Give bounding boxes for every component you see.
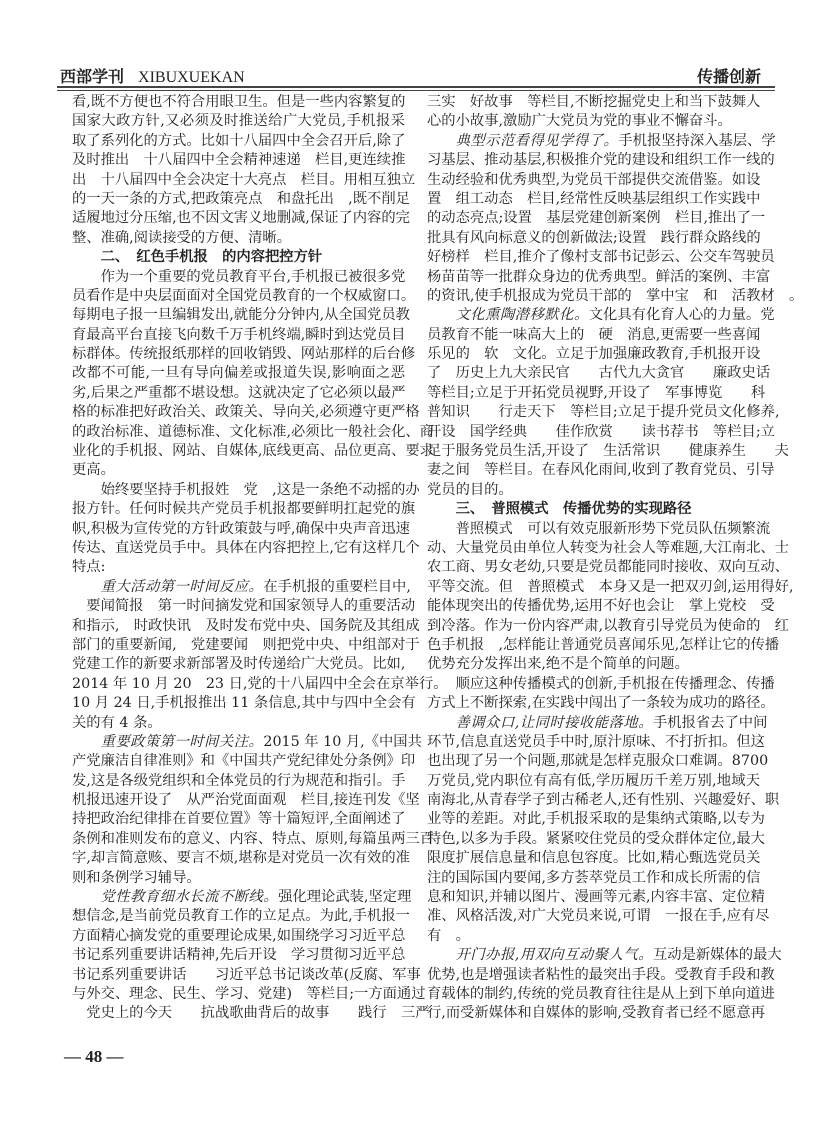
text-line: 党建工作的新要求新部署及时传递给广大党员。比如, xyxy=(72,656,406,673)
text-line: 乐见的 软 文化。立足于加强廉政教育,手机报开设 xyxy=(427,346,761,363)
text-line: 国家大政方针,又必须及时推送给广大党员,手机报采 xyxy=(72,113,405,130)
text-line: 三实 好故事 等栏目,不断挖掘党史上和当下鼓舞人 xyxy=(427,94,761,110)
journal-name-cn: 西部学刊 xyxy=(60,67,125,86)
paragraph xyxy=(427,946,782,1024)
text-line: 限度扩展信息量和信息包容度。比如,精心甄选党员关 xyxy=(427,850,761,867)
text-line: 育最高平台直接飞向数千万手机终端,瞬时到达党员目 xyxy=(72,326,406,343)
text-line: 的动态亮点;设置 基层党建创新案例 栏目,推出了一 xyxy=(427,210,766,227)
text-line: 色手机报 ,怎样能让普通党员喜闻乐见,怎样让它的传播 xyxy=(427,636,780,653)
text-line: 10 月 24 日,手机报推出 11 条信息,其中与四中全会有 xyxy=(72,695,416,712)
text-line: 字,却言简意赅、要言不烦,堪称是对党员一次有效的准 xyxy=(72,850,410,867)
text-line: 普照模式 可以有效克服新形势下党员队伍频繁流 xyxy=(455,520,771,537)
paragraph xyxy=(427,306,789,500)
text-line: 南海北,从青春学子到古稀老人,还有性别、兴趣爱好、职 xyxy=(427,792,780,809)
paragraph xyxy=(427,714,780,947)
text-line: 员看作是中央层面面对全国党员教育的一个权威窗口。 xyxy=(72,287,416,304)
text-line: 开设 国学经典 佳作欣赏 读书荐书 等栏目;立 xyxy=(427,423,775,440)
text-line: 等栏目;立足于开拓党员视野,开设了 军事博览 科 xyxy=(427,384,766,401)
text-line: 注的国际国内要闻,多方荟萃党员工作和成长所需的信 xyxy=(427,869,761,886)
text-line: 和指示, 时政快讯 及时发布党中央、国务院及其组成 xyxy=(72,617,420,634)
paragraph-lead-in: 善调众口,让同时接收能落地。 xyxy=(455,714,653,731)
text-line: 业等的差距。对此,手机报采取的是集纳式策略,以专为 xyxy=(427,811,765,828)
text-line xyxy=(72,578,411,597)
section-title: 传播创新 xyxy=(696,67,761,86)
text-line: 持把政治纪律排在首要位置》等十篇短评,全面阐述了 xyxy=(72,811,406,828)
text-line: 要闻简报 第一时间摘发党和国家领导人的重要活动 xyxy=(72,598,416,615)
text-line: 整、准确,阅读接受的方便、清晰。 xyxy=(72,229,291,246)
text-line: 顺应这种传播模式的创新,手机报在传播理念、传播 xyxy=(455,675,775,692)
page-number: — 48 — xyxy=(64,1047,124,1066)
text-line: 更高。 xyxy=(72,462,115,479)
paragraph-lead-in: 重要政策第一时间关注。 xyxy=(100,733,264,750)
paragraph-lead-in: 党性教育细水长流不断线。 xyxy=(100,889,279,906)
paragraph xyxy=(427,132,804,307)
line-text: 2015 年 10 月,《中国共 xyxy=(263,733,422,750)
line-text: 强化理论武装,坚定理 xyxy=(278,889,412,906)
text-line: 适履地过分压缩,也不因文害义地删减,保证了内容的完 xyxy=(72,210,410,227)
text-line: 产党廉洁自律准则》和《中国共产党纪律处分条例》印 xyxy=(72,753,416,770)
text-line: 看,既不方便也不符合用眼卫生。但是一些内容繁复的 xyxy=(72,94,406,110)
paragraph xyxy=(427,675,775,714)
text-line: 能体现突出的传播优势,运用不好也会让 掌上党校 受 xyxy=(427,598,775,615)
header-rule-thin xyxy=(57,90,775,91)
paragraph-lead-in: 文化熏陶潜移默化。 xyxy=(455,307,589,324)
text-line: 好榜样 栏目,推介了像村支部书记彭云、公交车驾驶员 xyxy=(427,249,775,266)
text-line: 机报迅速开设了 从严治党面面观 栏目,接连刊发《坚 xyxy=(72,792,420,809)
line-text: 互动是新媒体的最大 xyxy=(653,947,782,964)
text-line: 特色,以多为手段。紧紧咬住党员的受众群体定位,最大 xyxy=(427,830,765,847)
paragraph xyxy=(427,93,760,132)
paragraph xyxy=(72,578,448,733)
line-text: 手机报省去了中间 xyxy=(653,714,768,731)
text-line xyxy=(427,946,782,965)
paragraph xyxy=(427,520,794,675)
section-heading: 二、 红色手机报 的内容把控方针 xyxy=(100,249,323,266)
line-text: 手机报坚持深入基层、学 xyxy=(618,132,776,149)
journal-title xyxy=(60,64,245,87)
line-text: 文化具有化育人心的力量。党 xyxy=(588,307,775,324)
text-line: 的政治标准、道德标准、文化标准,必须比一般社会化、商 xyxy=(72,423,434,440)
journal-name-en: XIBUXUEKAN xyxy=(138,69,245,86)
paragraph-lead-in: 开门办报,用双向互动聚人气。 xyxy=(455,947,653,964)
text-line: 准、风格活泼,对广大党员来说,可谓 一报在手,应有尽 xyxy=(427,908,770,925)
text-line: 足于服务党员生活,开设了 生活常识 健康养生 夫 xyxy=(427,443,789,460)
text-line: 书记系列重要讲话精神,先后开设 学习贯彻习近平总 xyxy=(72,947,406,964)
text-line: 息和知识,并辅以图片、漫画等元素,内容丰富、定位精 xyxy=(427,889,765,906)
text-line: 取了系列化的方式。比如十八届四中全会召开后,除了 xyxy=(72,132,406,149)
text-line: 条例和准则发布的意义、内容、特点、原则,每篇虽两三百 xyxy=(72,830,434,847)
text-line: 平等交流。但 普照模式 本身又是一把双刃剑,运用得好, xyxy=(427,578,794,595)
text-line: 育载体的制约,传统的党员教育往往是从上到下单向道进 xyxy=(427,985,775,1002)
text-line: 普知识 行走天下 等栏目;立足于提升党员文化修养, xyxy=(427,404,780,421)
text-line: 优势,也是增强读者粘性的最突出手段。受教育手段和教 xyxy=(427,966,775,983)
text-line xyxy=(427,306,775,325)
text-line: 想信念,是当前党员教育工作的立足点。为此,手机报一 xyxy=(72,908,410,925)
paragraph xyxy=(72,93,416,248)
paragraph-lead-in: 典型示范看得见学得了。 xyxy=(455,132,619,149)
text-line: 的一天一条的方式,把政策亮点 和盘托出 ,既不削足 xyxy=(72,190,410,207)
text-line: 农工商、男女老幼,只要是党员都能同时接收、双向互动、 xyxy=(427,559,789,576)
text-line: 置 组工动态 栏目,经常性反映基层组织工作实践中 xyxy=(427,190,761,207)
text-line: 心的小故事,激励广大党员为党的事业不懈奋斗。 xyxy=(427,113,732,130)
text-line: 行,而受新媒体和自媒体的影响,受教育者已经不愿意再 xyxy=(427,1005,765,1022)
text-line: 关的有 4 条。 xyxy=(72,714,162,731)
text-line: 业化的手机报、网站、自媒体,底线更高、品位更高、要求 xyxy=(72,443,434,460)
text-line: 帜,积极为宣传党的方针政策鼓与呼,确保中央声音迅速 xyxy=(72,520,410,537)
text-line: 劣,后果之严重都不堪设想。这就决定了它必须以最严 xyxy=(72,384,406,401)
text-line xyxy=(72,888,412,907)
left-column xyxy=(72,93,448,1024)
text-line: 方式上不断探索,在实践中闯出了一条较为成功的路径。 xyxy=(427,695,775,712)
header-rule-thick xyxy=(57,86,775,88)
text-line xyxy=(427,132,776,151)
text-line: 方面精心摘发党的重要理论成果,如围绕学习习近平总 xyxy=(72,927,406,944)
text-line: 了 历史上九大亲民官 古代九大贪官 廉政史话 xyxy=(427,365,771,382)
text-line: 及时推出 十八届四中全会精神速递 栏目,更连续推 xyxy=(72,152,406,169)
text-line: 格的标准把好政治关、政策关、导向关,必须遵守更严格 xyxy=(72,404,420,421)
text-line: 出 十八届四中全会决定十大亮点 栏目。用相互独立 xyxy=(72,171,416,188)
line-text: 在手机报的重要栏目中, xyxy=(263,578,411,595)
text-line: 批具有风向标意义的创新做法;设置 践行群众路线的 xyxy=(427,229,761,246)
paragraph xyxy=(72,481,420,578)
text-line: 始终要坚持手机报姓 党 ,这是一条绝不动摇的办 xyxy=(100,481,420,498)
text-line: 党员的目的。 xyxy=(427,481,513,498)
paragraph xyxy=(72,888,430,1024)
text-line: 与外交、理念、民生、学习、党建) 等栏目;一方面通过 xyxy=(72,985,426,1002)
text-line: 员教育不能一味高大上的 硬 消息,更需要一些喜闻 xyxy=(427,326,761,343)
text-line: 部门的重要新闻, 党建要闻 则把党中央、中组部对于 xyxy=(72,636,420,653)
text-line: 发,这是各级党组织和全体党员的行为规范和指引。手 xyxy=(72,772,406,789)
text-line: 每期电子报一旦编辑发出,就能分分钟内,从全国党员教 xyxy=(72,307,410,324)
text-line: 则和条例学习辅导。 xyxy=(72,869,201,886)
paragraph xyxy=(72,268,434,481)
text-line: 优势充分发挥出来,绝不是个简单的问题。 xyxy=(427,656,689,673)
text-line: 有 。 xyxy=(427,927,470,944)
text-line: 作为一个重要的党员教育平台,手机报已被很多党 xyxy=(100,268,406,285)
text-line: 到冷落。作为一份内容严肃,以教育引导党员为使命的 红 xyxy=(427,617,789,634)
text-line: 万党员,党内职位有高有低,学历履历千差万别,地域天 xyxy=(427,772,760,789)
text-line: 环节,信息直送党员手中时,原汁原味、不打折扣。但这 xyxy=(427,733,765,750)
text-line: 标群体。传统报纸那样的回收销毁、网站那样的后台修 xyxy=(72,346,416,363)
text-line: 报方针。任何时候共产党员手机报都要鲜明扛起党的旗 xyxy=(72,501,416,518)
text-line: 的资讯,使手机报成为党员干部的 掌中宝 和 活教材 。 xyxy=(427,287,804,304)
text-line: 生动经验和优秀典型,为党员干部提供交流借鉴。如设 xyxy=(427,171,761,188)
text-line: 传达、直送党员手中。具体在内容把控上,它有这样几个 xyxy=(72,539,420,556)
text-line xyxy=(72,733,422,752)
text-line: 妻之间 等栏目。在春风化雨间,收到了教育党员、引导 xyxy=(427,462,775,479)
text-line: 党史上的今天 抗战歌曲背后的故事 践行 三严 xyxy=(72,1005,430,1022)
text-line: 2014 年 10 月 20 23 日,党的十八届四中全会在京举行。 xyxy=(72,675,448,692)
text-line: 习基层、推动基层,积极推介党的建设和组织工作一线的 xyxy=(427,152,775,169)
paragraph xyxy=(72,733,434,888)
text-line: 动、大量党员由单位人转变为社会人等难题,大江南北、士 xyxy=(427,539,789,556)
paragraph-lead-in: 重大活动第一时间反应。 xyxy=(100,578,264,595)
section-heading: 三、 普照模式 传播优势的实现路径 xyxy=(455,501,692,518)
text-line xyxy=(427,714,768,733)
text-line: 特点: xyxy=(72,559,106,576)
text-line: 杨苗苗等一批群众身边的优秀典型。鲜活的案例、丰富 xyxy=(427,268,771,285)
text-line: 改都不可能,一旦有导向偏差或报道失误,影响面之恶 xyxy=(72,365,405,382)
text-line: 也出现了另一个问题,那就是怎样克服众口难调。8700 xyxy=(427,753,769,770)
text-line: 书记系列重要讲话 习近平总书记谈改革(反腐、军事 xyxy=(72,966,421,983)
right-column xyxy=(427,93,804,1024)
